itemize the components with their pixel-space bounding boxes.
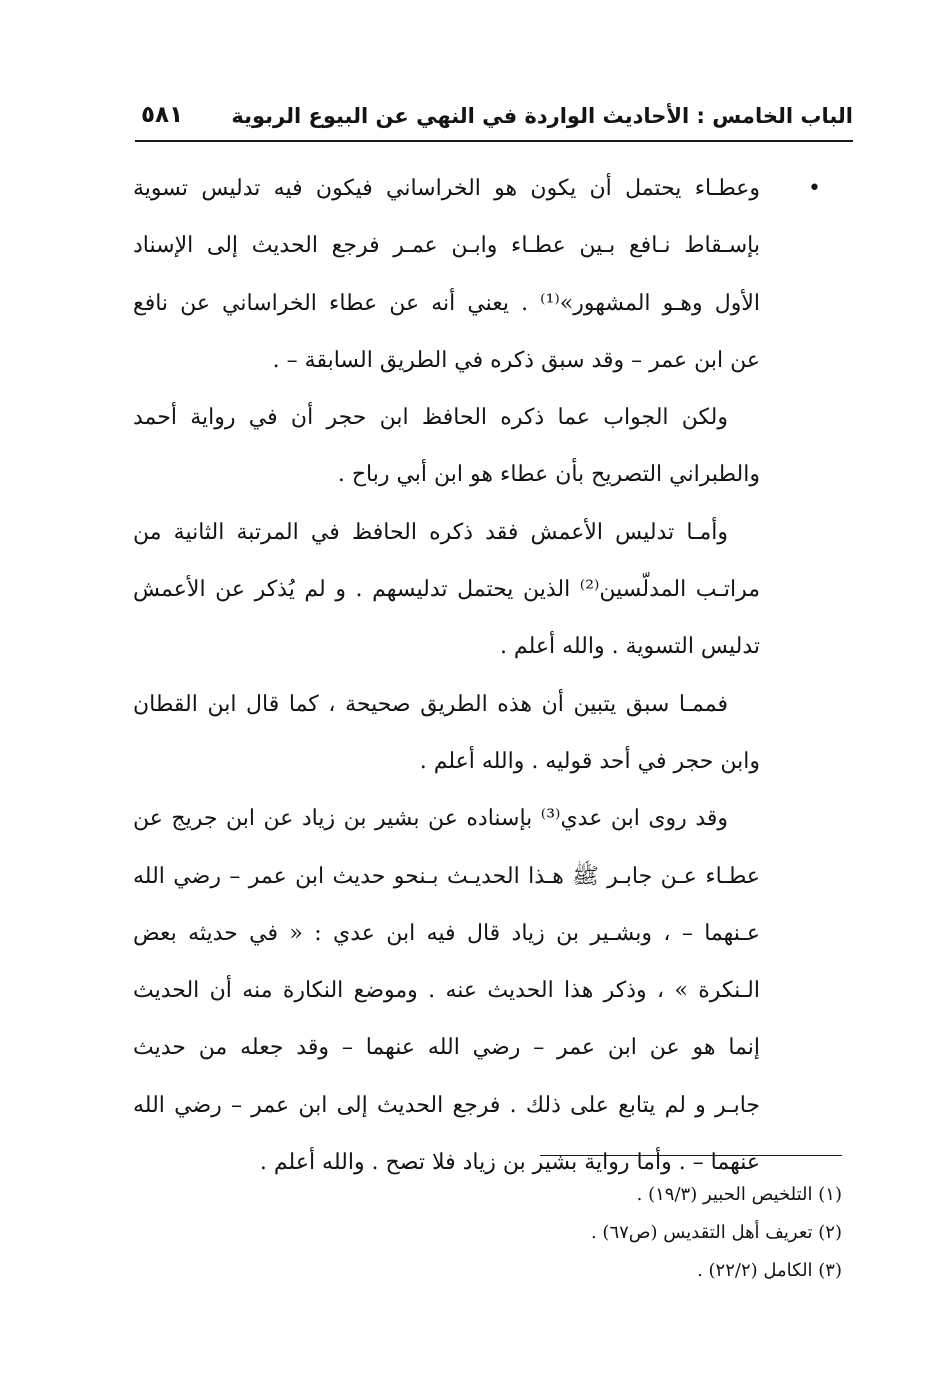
- text-line: وعطـاء يحتمل أن يكون هو الخراساني فيكون فيه تدليس تسوية: [133, 176, 760, 201]
- text-line: ولكن الجواب عما ذكره الحافظ ابن حجر أن في رواية أحمد: [133, 405, 728, 431]
- footnote-item: (١) التلخيص الحبير (١٩/٣) .: [636, 1184, 842, 1205]
- text-line: إنما هو عن ابن عمر – رضي الله عنهما – وقد جعله من حديث: [133, 1035, 760, 1061]
- margin-mark: •: [808, 176, 821, 201]
- text-line: عطـاء عـن جابـر ﷺ هـذا الحديـث بـنحو حديث ابن عمر – رضي الله: [133, 863, 760, 889]
- main-text: [133, 160, 760, 1191]
- page-header: [135, 98, 853, 142]
- text-line: عـنهما – ، وبشـير بن زياد قال فيه ابن عدي : « في حديثه بعض: [133, 920, 760, 946]
- text-line: عن ابن عمر – وقد سبق ذكره في الطريق السابقة – .: [272, 347, 760, 373]
- footnote-item: (٢) تعريف أهل التقديس (ص٦٧) .: [590, 1222, 842, 1243]
- text-line: والطبراني التصريح بأن عطاء هو ابن أبي رباح .: [337, 462, 760, 488]
- text-line: بإسـقاط نـافع بـين عطـاء وابـن عمـر فرجع الحديث إلى الإسناد: [133, 233, 760, 259]
- text-line: عنهما – . وأما رواية بشير بن زياد فلا تصح . والله أعلم .: [259, 1150, 760, 1176]
- text-line: الـنكرة » ، وذكر هذا الحديث عنه . وموضع النكارة منه أن الحديث: [133, 978, 760, 1004]
- text-line: فممـا سبق يتبين أن هذه الطريق صحيحة ، كما قال ابن القطان: [133, 691, 728, 717]
- footnote-item: (٣) الكامل (٢٢/٢) .: [697, 1260, 842, 1281]
- text-line: وأمـا تدليس الأعمش فقد ذكره الحافظ في المرتبة الثانية من: [133, 519, 728, 545]
- text-line: مراتـب المدلّسين⁽²⁾ الذين يحتمل تدليسهم . و لم يُذكر عن الأعمش: [133, 577, 760, 603]
- footnotes: [591, 1176, 842, 1290]
- text-line: وقد روى ابن عدي⁽³⁾ بإسناده عن بشير بن زياد عن ابن جريج عن: [133, 806, 729, 832]
- text-line: تدليس التسوية . والله أعلم .: [499, 634, 760, 660]
- text-line: وابن حجر في أحد قوليه . والله أعلم .: [419, 748, 760, 774]
- text-line: الأول وهـو المشهور»⁽¹⁾ . يعني أنه عن عطاء الخراساني عن نافع: [133, 290, 760, 316]
- page-number: ٥٨١: [141, 102, 184, 128]
- footnote-divider: [540, 1155, 842, 1156]
- text-line: جابـر و لم يتابع على ذلك . فرجع الحديث إلى ابن عمر – رضي الله: [133, 1092, 760, 1118]
- running-title: الباب الخامس : الأحاديث الواردة في النهي عن البيوع الربوية: [231, 104, 853, 128]
